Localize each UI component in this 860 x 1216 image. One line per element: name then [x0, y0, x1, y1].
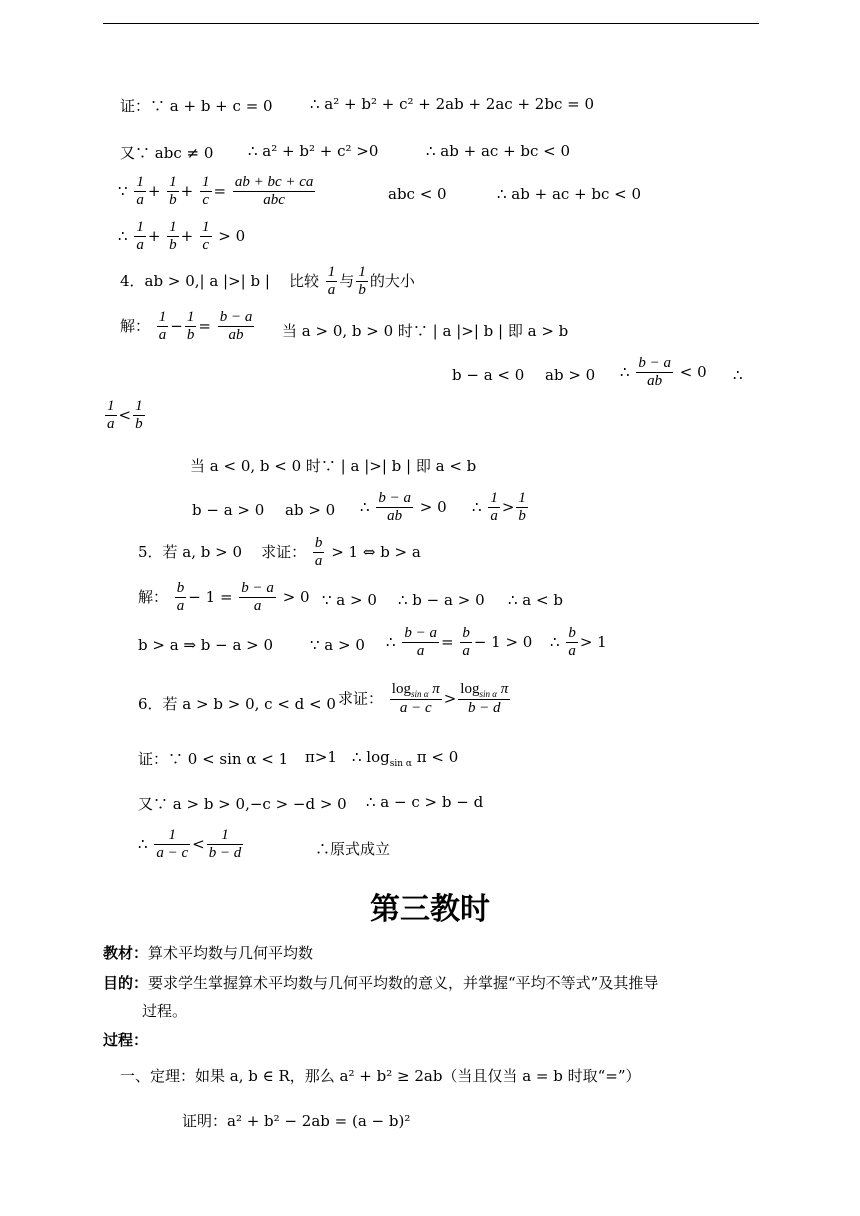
- q4-r1e: ∴: [733, 366, 743, 384]
- q4-r2b: ab > 0: [285, 501, 336, 519]
- q5-s5: ∴ a < b: [508, 591, 563, 609]
- proof3-line3c: ∴ ab + ac + bc < 0: [497, 185, 642, 203]
- fraction-1-over-b: $\frac{1}{b}$: [169, 174, 177, 209]
- fraction-1-over-a: $\frac{1}{a}$: [327, 264, 336, 299]
- fraction-1-over-a: $\frac{1}{a}$: [490, 490, 498, 525]
- q4-r1-conclusion: $\frac{1}{a}$ < $\frac{1}{b}$: [107, 398, 143, 433]
- fraction-1-over-a-minus-c: $\frac{1}{a - c}$: [156, 827, 189, 862]
- proof3-line2b: ∴ a² + b² + c² >0: [248, 142, 379, 160]
- section-title: 第三教时: [370, 892, 490, 927]
- fraction-b-minus-a-over-ab: $\frac{b - a}{ab}$: [219, 309, 253, 344]
- proof3-line3b: abc < 0: [388, 185, 447, 203]
- q5-statement: 5．若 a, b > 0 求证： $\frac{b}{a}$ > 1 ⇔ b > a: [138, 535, 421, 570]
- proof3-line2a: 又∵ abc ≠ 0: [120, 144, 214, 162]
- material-line: 教材：算术平均数与几何平均数: [103, 944, 314, 962]
- q5-s4: ∴ b − a > 0: [398, 591, 485, 609]
- q5-s3: ∵ a > 0: [322, 591, 377, 609]
- q5-t3: ∴ $\frac{b - a}{a}$ = $\frac{b}{a}$ − 1 > 0: [386, 625, 533, 660]
- q4-case1: 当 a > 0, b > 0 时∵ | a |>| b | 即 a > b: [282, 322, 569, 340]
- fraction-1-over-b: $\frac{1}{b}$: [186, 309, 195, 344]
- header-rule: [103, 23, 759, 24]
- proof3-line1a: 证：∵ a + b + c = 0: [120, 97, 273, 115]
- fraction-b-over-a: $\frac{b}{a}$: [568, 625, 576, 660]
- goal-line: 目的：要求学生掌握算术平均数与几何平均数的意义，并掌握“平均不等式”及其推导: [103, 974, 659, 992]
- fraction-1-over-b: $\frac{1}{b}$: [169, 219, 177, 254]
- theorem-line: 一、定理：如果 a, b ∈ R，那么 a² + b² ≥ 2ab（当且仅当 a = b 时取“=”）: [120, 1067, 641, 1085]
- fraction-b-minus-a-over-ab: $\frac{b - a}{ab}$: [638, 355, 671, 390]
- q5-solution-line1: 解： $\frac{b}{a}$ − 1 = $\frac{b - a}{a}$ > 0: [138, 580, 310, 615]
- q5-t2: ∵ a > 0: [310, 636, 365, 654]
- q4-r1b: ab > 0: [545, 366, 596, 384]
- fraction-b-over-a: $\frac{b}{a}$: [176, 580, 185, 615]
- q4-case2: 当 a < 0, b < 0 时∵ | a |>| b | 即 a < b: [190, 457, 477, 475]
- fraction-sum-over-abc: $\frac{ab + bc + ca}{\text{abc}}$: [234, 174, 314, 209]
- q6-p2: π>1: [305, 748, 337, 766]
- q6-head: 6．若 a > b > 0, c < d < 0: [138, 695, 336, 713]
- q4-r2a: b − a > 0: [192, 501, 265, 519]
- proof3-line3: ∵ $\frac{1}{a}$ + $\frac{1}{b}$ + $\frac{1}{c}$ = $\frac{ab + bc + ca}{\text{abc}}$: [118, 174, 314, 209]
- fraction-1-over-c: $\frac{1}{c}$: [202, 219, 210, 254]
- goal-line-2: 过程。: [142, 1002, 188, 1020]
- q5-t1: b > a ⇒ b − a > 0: [138, 636, 274, 654]
- q6-inequality: 求证： $\frac{\log_{sin \alpha} \pi}{a - c}$ > $\frac{\log_{sin \alpha} \pi}{b - d}$: [338, 681, 509, 717]
- q4-r1a: b − a < 0: [452, 366, 525, 384]
- q6-p6: ∴ $\frac{1}{a - c}$ < $\frac{1}{b - d}$: [138, 827, 242, 862]
- q6-p1: 证：∵ 0 < sin α < 1: [138, 750, 289, 768]
- proof3-line1b: ∴ a² + b² + c² + 2ab + 2ac + 2bc = 0: [310, 95, 594, 113]
- fraction-1-over-a: $\frac{1}{a}$: [136, 219, 144, 254]
- fraction-1-over-c: $\frac{1}{c}$: [202, 174, 210, 209]
- fraction-log-over-a-minus-c: $\frac{\log_{sin \alpha} \pi}{a - c}$: [391, 681, 440, 717]
- fraction-b-over-a: $\frac{b}{a}$: [314, 535, 323, 570]
- fraction-1-over-a: $\frac{1}{a}$: [136, 174, 144, 209]
- fraction-b-over-a: $\frac{b}{a}$: [462, 625, 470, 660]
- fraction-1-over-a: $\frac{1}{a}$: [158, 309, 167, 344]
- q4-r1c: ∴ $\frac{b - a}{ab}$ < 0: [620, 355, 707, 390]
- fraction-b-minus-a-over-a: $\frac{b - a}{a}$: [404, 625, 437, 660]
- fraction-1-over-b: $\frac{1}{b}$: [358, 264, 366, 299]
- q6-p4: 又∵ a > b > 0,−c > −d > 0: [138, 795, 347, 813]
- q6-p5: ∴ a − c > b − d: [366, 793, 484, 811]
- fraction-1-over-a: $\frac{1}{a}$: [107, 398, 115, 433]
- fraction-b-minus-a-over-a: $\frac{b - a}{a}$: [241, 580, 274, 615]
- q4-solution-line1: 解： $\frac{1}{a}$ − $\frac{1}{b}$ = $\frac{b - a}{ab}$: [120, 309, 253, 344]
- q6-p3: ∴ $\log_{sin \alpha} \pi < 0$: [352, 748, 459, 769]
- fraction-b-minus-a-over-ab: $\frac{b - a}{ab}$: [378, 490, 411, 525]
- because-symbol: ∵: [118, 181, 128, 200]
- proof3-line2c: ∴ ab + ac + bc < 0: [426, 142, 571, 160]
- q4-r2c: ∴ $\frac{b - a}{ab}$ > 0: [360, 490, 447, 525]
- therefore-symbol: ∴: [118, 226, 128, 245]
- q4-statement: 4．ab > 0,| a |>| b | 比较 $\frac{1}{a}$ 与 $\frac{1}{b}$ 的大小: [120, 264, 415, 299]
- q5-t5: ∴ $\frac{b}{a}$ > 1: [550, 625, 607, 660]
- proof3-line4: ∴ $\frac{1}{a}$ + $\frac{1}{b}$ + $\frac{1}{c}$ > 0: [118, 219, 246, 254]
- proof-line: 证明：a² + b² − 2ab = (a − b)²: [182, 1112, 411, 1130]
- fraction-1-over-b-minus-d: $\frac{1}{b - d}$: [208, 827, 242, 862]
- q6-p7: ∴原式成立: [315, 840, 391, 858]
- q4-r2-conclusion: ∴ $\frac{1}{a}$ > $\frac{1}{b}$: [472, 490, 526, 525]
- fraction-log-over-b-minus-d: $\frac{\log_{sin \alpha} \pi}{b - d}$: [460, 681, 509, 717]
- fraction-1-over-b: $\frac{1}{b}$: [518, 490, 526, 525]
- process-label: 过程：: [103, 1031, 149, 1049]
- fraction-1-over-b: $\frac{1}{b}$: [135, 398, 143, 433]
